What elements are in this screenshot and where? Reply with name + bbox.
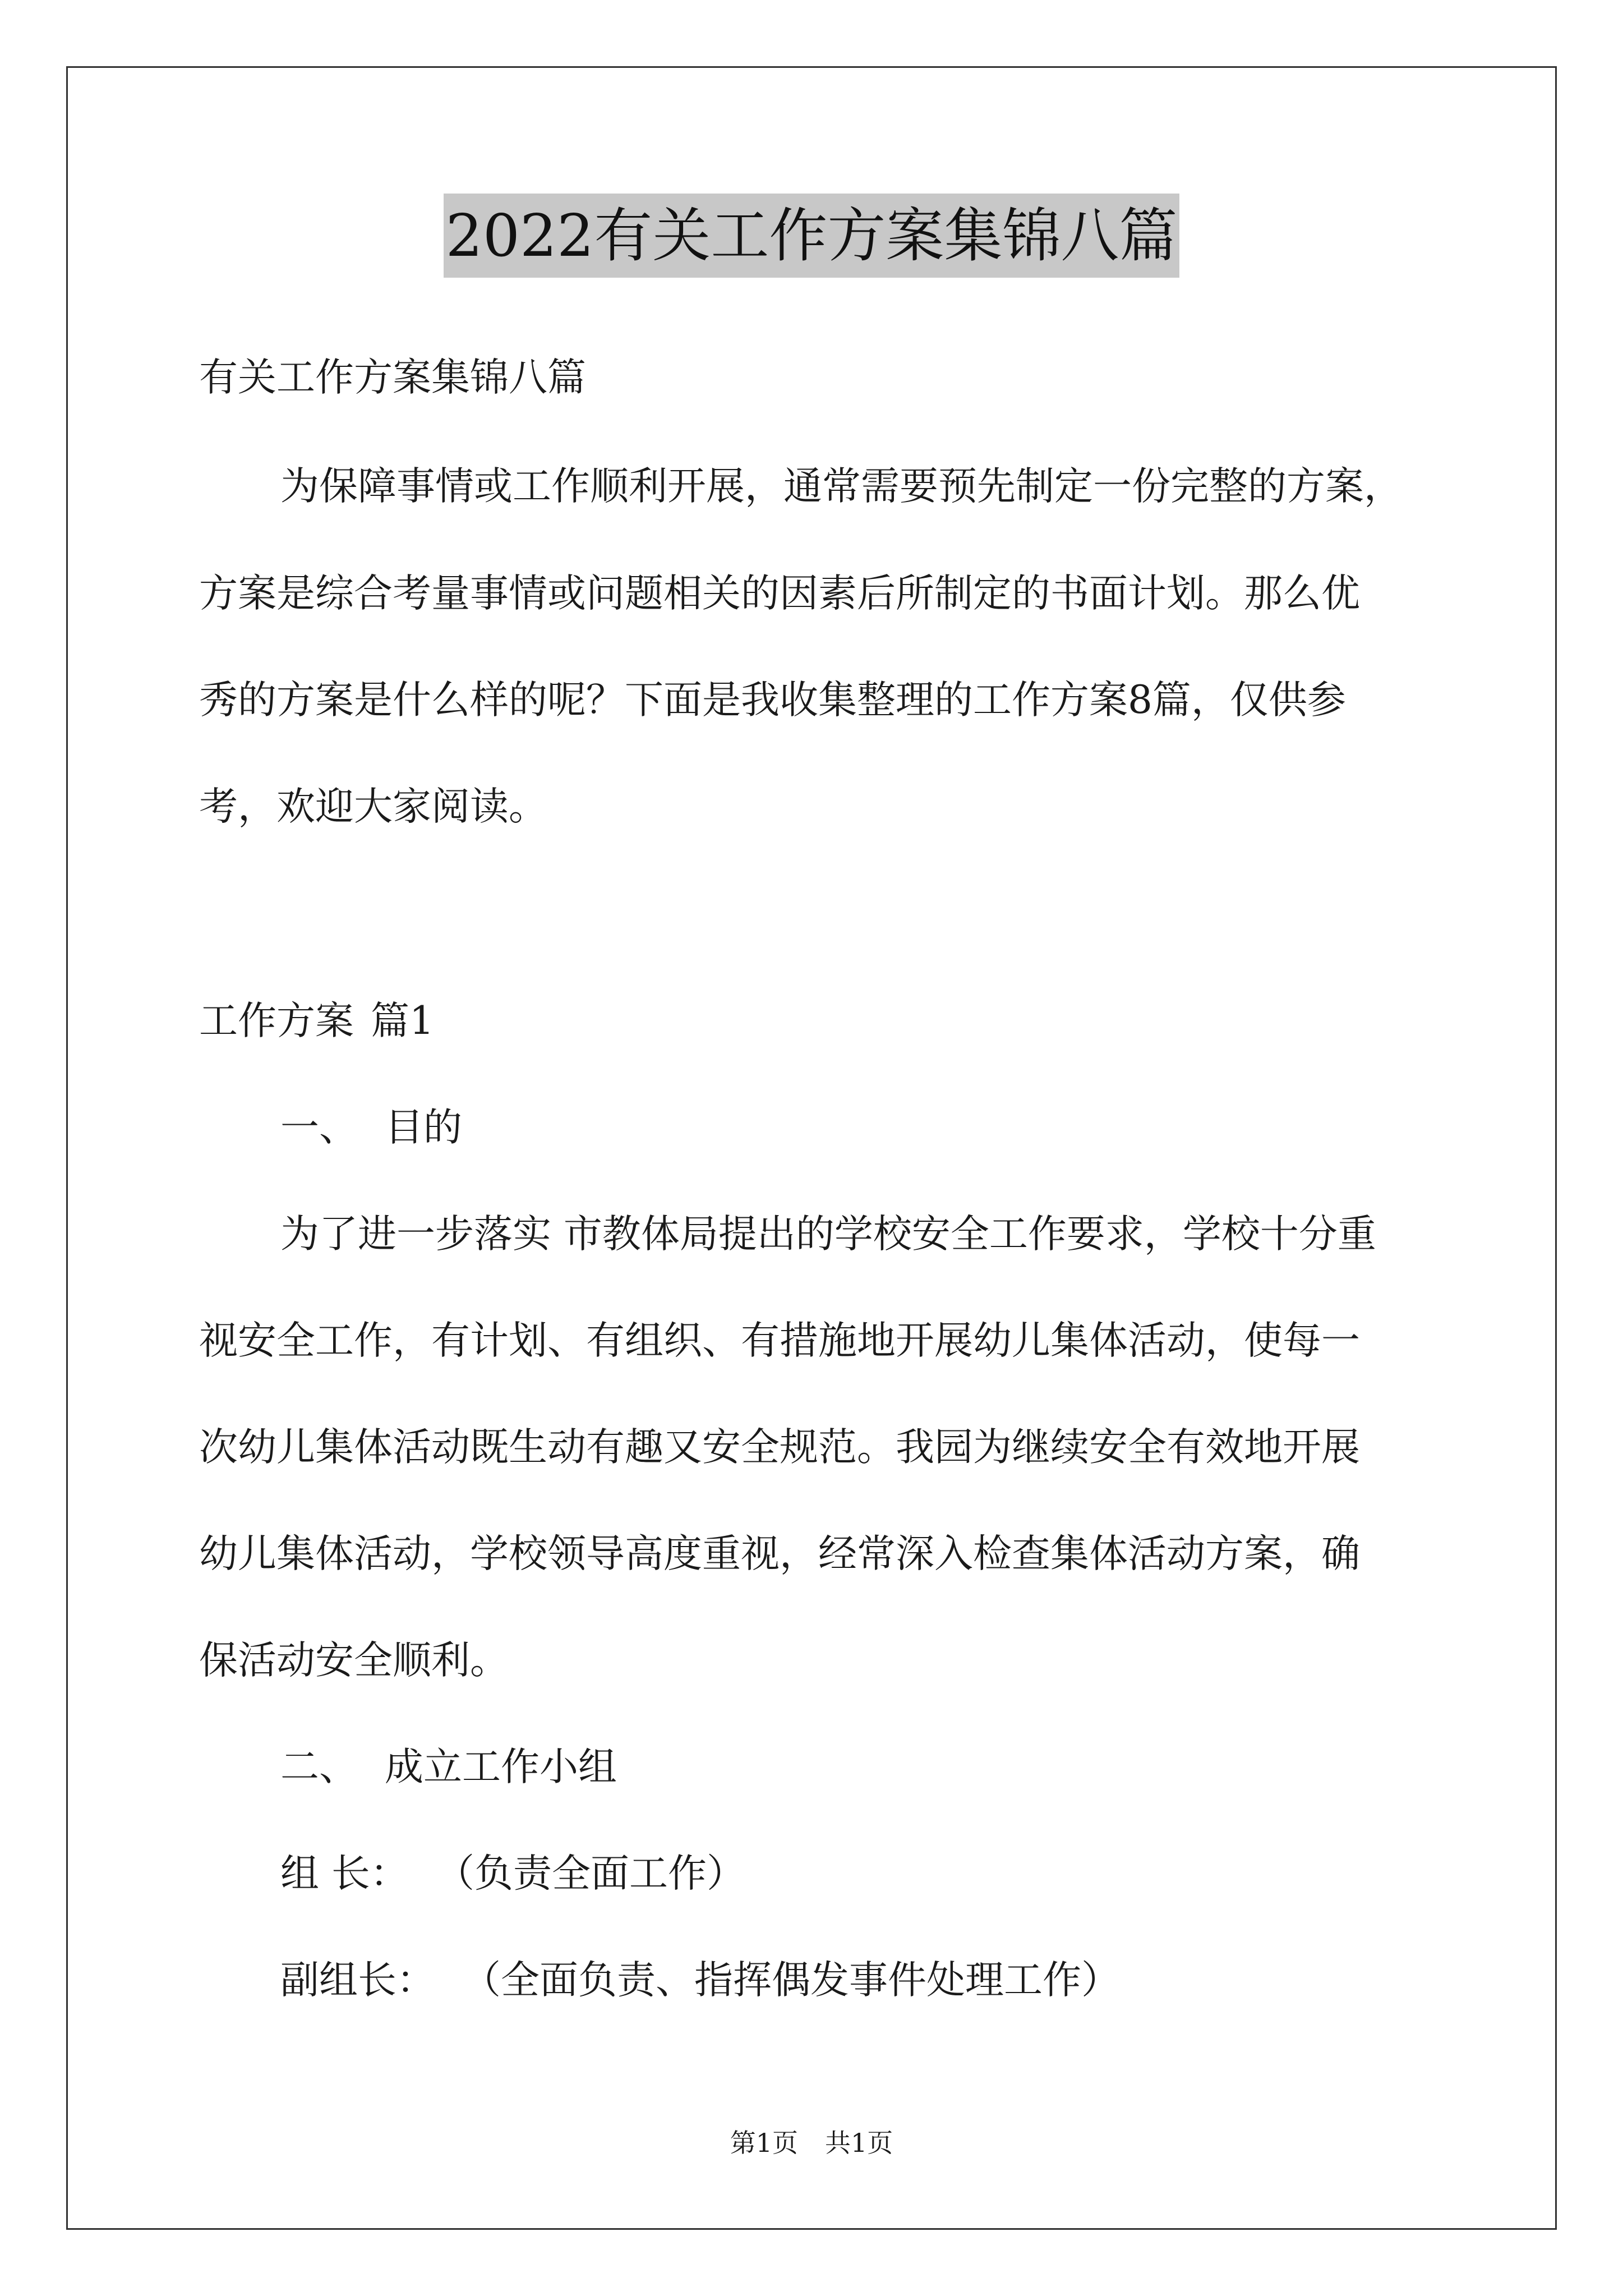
item-2-number: 二、 — [280, 1745, 358, 1789]
intro-line-3: 秀的方案是什么样的呢？下面是我收集整理的工作方案8篇，仅供参 — [199, 678, 1346, 723]
section-heading-text: 工作方案 — [199, 999, 354, 1043]
item-2-heading — [280, 1742, 617, 1792]
intro-line-2: 方案是综合考量事情或问题相关的因素后所制定的书面计划。那么优 — [199, 571, 1360, 616]
document-subtitle: 有关工作方案集锦八篇 — [199, 355, 586, 400]
page-footer — [0, 2126, 1623, 2160]
deputy-duty: （全面负责、指挥偶发事件处理工作） — [462, 1958, 1120, 2003]
paragraph-line-2: 视安全工作，有计划、有组织、有措施地开展幼儿集体活动，使每一 — [199, 1318, 1360, 1363]
leader-line — [280, 1848, 745, 1899]
page-number: 第1页 — [730, 2128, 798, 2158]
paragraph-line-5: 保活动安全顺利。 — [199, 1638, 509, 1683]
page-total: 共1页 — [825, 2128, 893, 2158]
intro-line-4: 考，欢迎大家阅读。 — [199, 784, 547, 829]
deputy-line — [280, 1955, 1120, 2005]
intro-line-1: 为保障事情或工作顺利开展，通常需要预先制定一份完整的方案， — [280, 464, 1403, 509]
deputy-label: 副组长： — [280, 1958, 435, 2003]
section-heading-number: 篇1 — [371, 999, 434, 1043]
item-2-label: 成立工作小组 — [385, 1745, 617, 1789]
document-title: 2022有关工作方案集锦八篇 — [444, 194, 1180, 278]
item-1-label: 目的 — [385, 1105, 462, 1150]
item-1-heading — [280, 1102, 462, 1153]
section-heading — [199, 996, 434, 1046]
paragraph-line-1: 为了进一步落实 市教体局提出的学校安全工作要求，学校十分重 — [280, 1212, 1376, 1257]
title-container — [0, 194, 1623, 278]
item-1-number: 一、 — [280, 1105, 358, 1150]
paragraph-line-4: 幼儿集体活动，学校领导高度重视，经常深入检查集体活动方案，确 — [199, 1531, 1360, 1576]
leader-label: 组 长： — [280, 1851, 409, 1896]
leader-duty: （负责全面工作） — [435, 1851, 745, 1896]
paragraph-line-3: 次幼儿集体活动既生动有趣又安全规范。我园为继续安全有效地开展 — [199, 1425, 1360, 1470]
